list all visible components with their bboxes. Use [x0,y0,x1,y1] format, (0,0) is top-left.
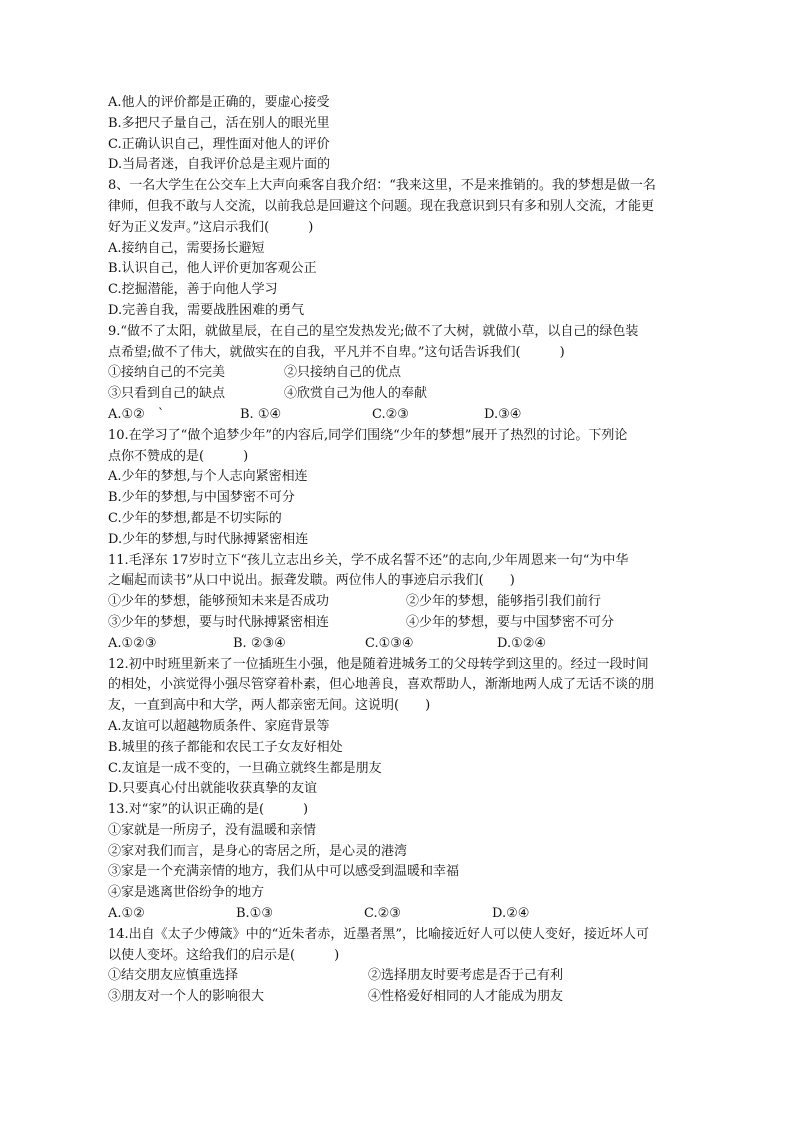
statement-2: ②只接纳自己的优点 [284,365,402,381]
statement-3: ③只看到自己的缺点 [108,386,226,402]
option-d: D.当局者迷，自我评价总是主观片面的 [108,157,331,173]
option-a: A.友谊可以超越物质条件、家庭背景等 [108,718,330,734]
statement-3: ③朋友对一个人的影响很大 [108,989,265,1005]
choice-a: A.①②③ [108,635,157,651]
question-stem-line: 以使人变坏。这给我们的启示是( ) [108,947,340,963]
question-stem-line: 8、一名大学生在公交车上大声向乘客自我介绍：“我来这里，不是来推销的。我的梦想是做一名 [108,178,656,194]
question-stem-line: 之崛起而读书”从口中说出。振聋发聩。两位伟人的事迹启示我们( ) [108,573,515,589]
question-stem-line: 14.出自《太子少傅箴》中的“近朱者赤，近墨者黑”，比喻接近好人可以使人变好，接近坏人可 [108,926,649,942]
choice-c: C.②③ [372,406,409,422]
question-stem-line: 12.初中时班里新来了一位插班生小强，他是随着进城务工的父母转学到这里的。经过一段时间 [108,656,649,672]
choice-b: B.①③ [236,906,273,922]
choice-a: A.①② ` [108,406,165,422]
choice-b: B. ①④ [240,406,282,422]
question-stem-line: 10.在学习了“做个追梦少年”的内容后,同学们围绕“少年的梦想”展开了热烈的讨论。下列论 [108,427,628,443]
question-page [108,93,692,1008]
choice-a: A.①② [108,906,145,922]
statement-3: ③少年的梦想，要与时代脉搏紧密相连 [108,614,330,630]
choice-d: D.②④ [492,906,530,922]
choice-d: D.①②④ [497,635,547,651]
statement-row [108,592,692,613]
question-14 [108,925,692,1008]
statement-1: ①结交朋友应慎重选择 [108,968,239,984]
statement-1: ①少年的梦想，能够预知未来是否成功 [108,594,330,610]
question-stem-line: 点你不赞成的是( ) [108,448,249,464]
statement-row [108,384,692,405]
question-10 [108,426,692,551]
choice-c: C.①③④ [365,635,414,651]
option-a: A.少年的梦想,与个人志向紧密相连 [108,469,308,485]
option-d: D.完善自我，需要战胜困难的勇气 [108,302,305,318]
choice-row [108,904,692,925]
option-c: C.少年的梦想,都是不切实际的 [108,510,282,526]
option-b: B.多把尺子量自己，活在别人的眼光里 [108,115,330,131]
question-8 [108,176,692,322]
question-11 [108,551,692,655]
statement-1: ①接纳自己的不完美 [108,365,226,381]
question-12 [108,655,692,801]
statement-row [108,363,692,384]
option-d: D.少年的梦想,与时代脉搏紧密相连 [108,531,309,547]
option-b: B.少年的梦想,与中国梦密不可分 [108,490,295,506]
question-stem-line: 好为正义发声。”这启示我们( ) [108,219,314,235]
question-stem-line: 13.对“家”的认识正确的是( ) [108,802,309,818]
choice-row [108,634,692,655]
statement-row [108,987,692,1008]
option-a: A.接纳自己，需要扬长避短 [108,240,265,256]
statement-4: ④家是逃离世俗纷争的地方 [108,885,265,901]
statement-4: ④少年的梦想，要与中国梦密不可分 [406,614,615,630]
statement-4: ④欣赏自己为他人的奉献 [284,386,428,402]
statement-2: ②少年的梦想，能够指引我们前行 [406,594,602,610]
statement-1: ①家就是一所房子，没有温暖和亲情 [108,822,317,838]
question-stem-line: 的相处，小滨觉得小强尽管穿着朴素，但心地善良，喜欢帮助人，渐渐地两人成了无话不谈的朋 [108,677,655,693]
option-a: A.他人的评价都是正确的，要虚心接受 [108,95,330,110]
statement-row [108,613,692,634]
option-c: C.挖掘潜能，善于向他人学习 [108,282,278,298]
question-13 [108,800,692,925]
statement-row [108,966,692,987]
question-stem-line: 11.毛泽东 17岁时立下“孩儿立志出乡关，学不成名誓不还”的志向,少年周恩来一句“为中华 [108,552,629,568]
statement-4: ④性格爱好相同的人才能成为朋友 [368,989,564,1005]
question-stem-line: 律师，但我不敢与人交流，以前我总是回避这个问题。现在我意识到只有多和别人交流，才能更 [108,198,655,214]
choice-b: B. ②③④ [233,635,286,651]
option-b: B.城里的孩子都能和农民工子女友好相处 [108,739,343,755]
choice-c: C.②③ [364,906,401,922]
statement-3: ③家是一个充满亲情的地方，我们从中可以感受到温暖和幸福 [108,864,460,880]
option-b: B.认识自己，他人评价更加客观公正 [108,261,317,277]
question-7-options [108,93,692,176]
option-d: D.只要真心付出就能收获真挚的友谊 [108,781,318,797]
statement-2: ②家对我们而言，是身心的寄居之所，是心灵的港湾 [108,843,408,859]
question-stem-line: 9.“做不了太阳，就做星辰，在自己的星空发热发光;做不了大树，就做小草，以自己的绿色装 [108,323,639,339]
option-c: C.友谊是一成不变的，一旦确立就终生都是朋友 [108,760,382,776]
choice-row [108,405,692,426]
option-c: C.正确认识自己，理性面对他人的评价 [108,136,330,152]
statement-2: ②选择朋友时要考虑是否于己有利 [368,968,564,984]
question-stem-line: 友，一直到高中和大学，两人都亲密无间。这说明( ) [108,698,431,714]
choice-d: D.③④ [484,406,522,422]
question-stem-line: 点希望;做不了伟大，就做实在的自我，平凡并不自卑。”这句话告诉我们( ) [108,344,565,360]
question-9 [108,322,692,426]
